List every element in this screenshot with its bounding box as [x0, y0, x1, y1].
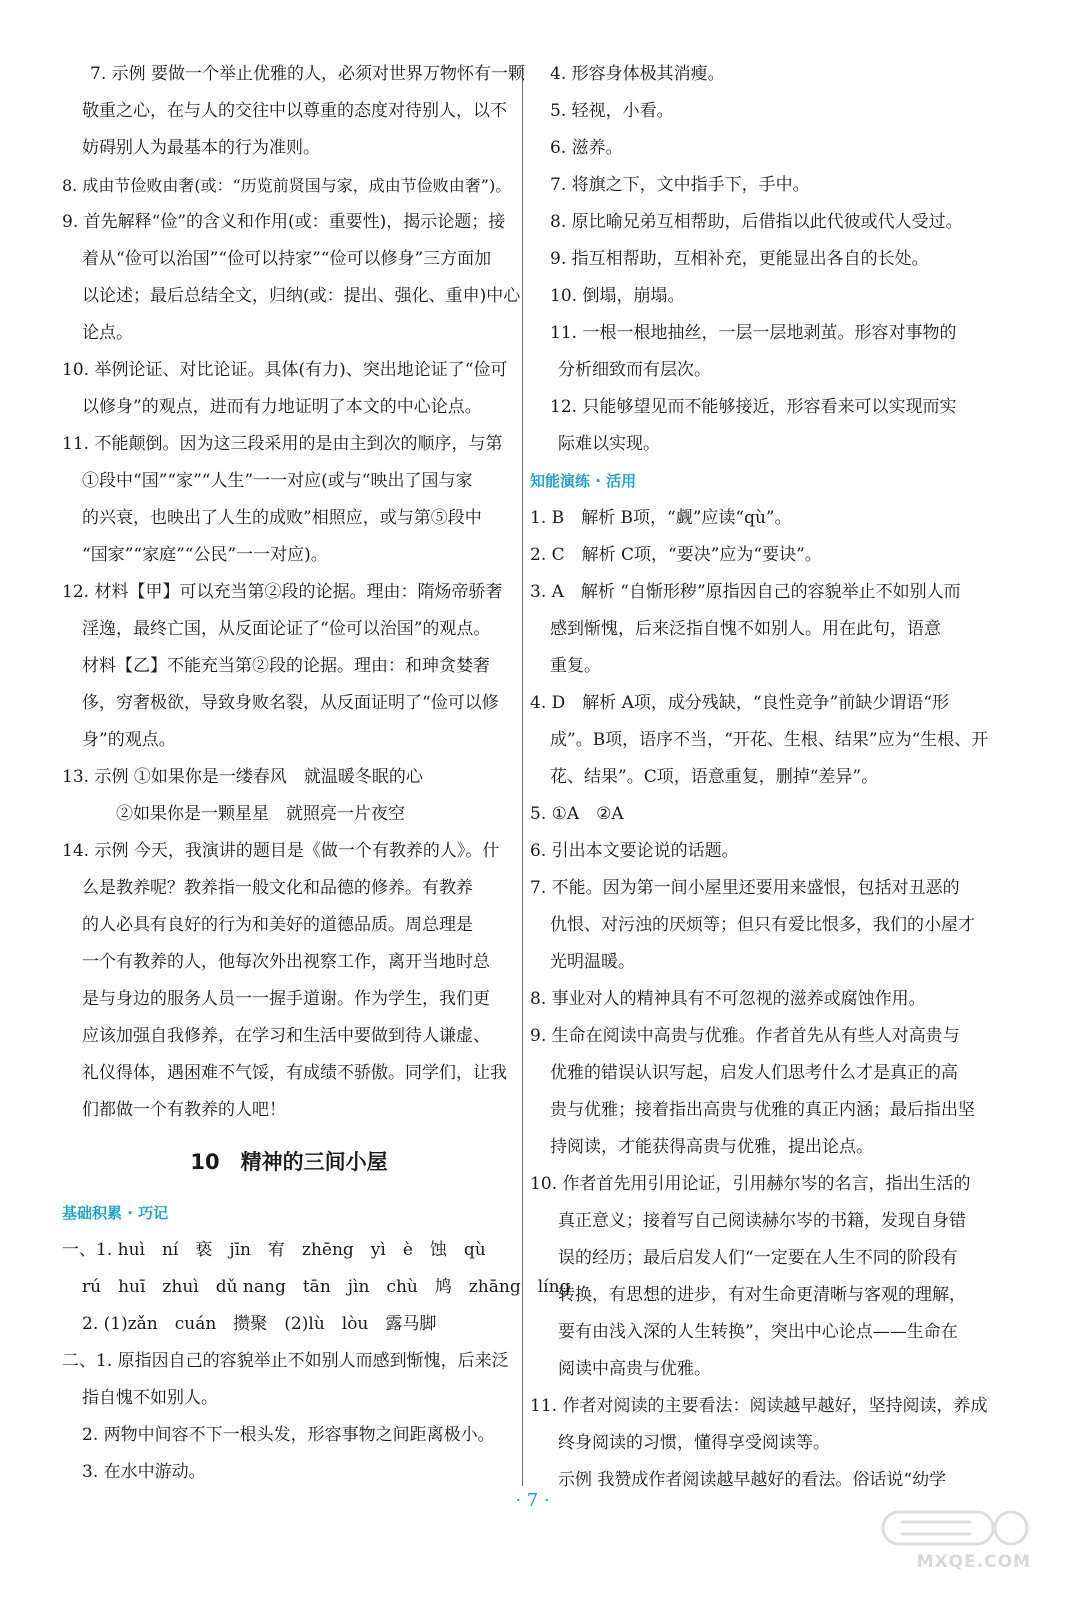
section-heading-basic: 基础积累 · 巧记 — [62, 1204, 169, 1222]
answer-line: 一个有教养的人，他每次外出视察工作，离开当地时总 — [82, 952, 490, 972]
answer-line: 花、结果”。C项，语意重复，删掉“差异”。 — [550, 767, 879, 787]
answer-line: 优雅的错误认识写起，启发人们思考什么才是真正的高 — [550, 1063, 958, 1083]
answer-line: 光明温暖。 — [550, 952, 635, 972]
answer-line: 转换，有思想的进步，有对生命更清晰与客观的理解， — [558, 1285, 966, 1305]
answer-line: 身”的观点。 — [82, 730, 176, 750]
answer-line: 妨碍别人为最基本的行为准则。 — [82, 138, 320, 158]
answer-line: 终身阅读的习惯，懂得享受阅读等。 — [558, 1433, 830, 1453]
answer-line: ①段中“国”“家”“人生”一一对应(或与“映出了国与家 — [82, 471, 473, 491]
answer-line: 7. 不能。因为第一间小屋里还要用来盛恨，包括对丑恶的 — [530, 878, 960, 898]
definition-line: 7. 将旗之下，文中指手下，手中。 — [550, 175, 810, 195]
answer-line: 14. 示例 今天，我演讲的题目是《做一个有教养的人》。什 — [62, 841, 500, 861]
answer-line: 阅读中高贵与优雅。 — [558, 1359, 711, 1379]
answer-line: 1. B 解析 B项，“觑”应读“qù”。 — [530, 508, 792, 528]
answer-line: 误的经历；最后启发人们“一定要在人生不同的阶段有 — [558, 1248, 958, 1268]
definition-line: 9. 指互相帮助，互相补充，更能显出各自的长处。 — [550, 249, 929, 269]
answer-line: 淫逸，最终亡国，从反面论证了“俭可以治国”的观点。 — [82, 619, 491, 639]
watermark — [881, 1508, 1031, 1588]
definition-line: 10. 倒塌，崩塌。 — [550, 286, 685, 306]
page-number: · 7 · — [515, 1490, 550, 1511]
pinyin-line: 2. (1)zǎn cuán 攒聚 (2)lù lòu 露马脚 — [82, 1314, 437, 1334]
answer-line: 要有由浅入深的人生转换”，突出中心论点——生命在 — [558, 1322, 958, 1342]
definition-line: 分析细致而有层次。 — [558, 360, 711, 380]
watermark-text: MXQE.COM — [916, 1552, 1031, 1572]
answer-line: 6. 引出本文要论说的话题。 — [530, 841, 739, 861]
definition-line: 际难以实现。 — [558, 434, 660, 454]
definition-line: 4. 形容身体极其消瘦。 — [550, 64, 725, 84]
answer-line: 么是教养呢？教养指一般文化和品德的修养。有教养 — [82, 878, 473, 898]
answer-line: 真正意义；接着写自己阅读赫尔岑的书籍，发现自身错 — [558, 1211, 966, 1231]
answer-line: 以论述；最后总结全文，归纳(或：提出、强化、重申)中心 — [82, 286, 521, 306]
answer-line: 重复。 — [550, 656, 601, 676]
answer-line: 以修身”的观点，进而有力地证明了本文的中心论点。 — [82, 397, 482, 417]
answer-line: 材料【乙】不能充当第②段的论据。理由：和珅贪婪奢 — [82, 656, 490, 676]
answer-line: 的兴衰，也映出了人生的成败”相照应，或与第⑤段中 — [82, 508, 482, 528]
answer-line: 是与身边的服务人员一一握手道谢。作为学生，我们更 — [82, 989, 490, 1009]
answer-line: 礼仪得体，遇困难不气馁，有成绩不骄傲。同学们，让我 — [82, 1063, 507, 1083]
answer-line: 3. A 解析 “自惭形秽”原指因自己的容貌举止不如别人而 — [530, 582, 961, 602]
answer-line: 8. 成由节俭败由奢(或：“历览前贤国与家，成由节俭败由奢”)。 — [62, 176, 512, 195]
answer-line: 9. 生命在阅读中高贵与优雅。作者首先从有些人对高贵与 — [530, 1026, 960, 1046]
answer-line: 应该加强自我修养，在学习和生活中要做到待人谦虚、 — [82, 1026, 490, 1046]
answer-line: ②如果你是一颗星星 就照亮一片夜空 — [116, 804, 405, 824]
watermark-logo-icon — [881, 1508, 1031, 1548]
answer-line: 仇恨、对污浊的厌烦等；但只有爱比恨多，我们的小屋才 — [550, 915, 975, 935]
definition-line: 12. 只能够望见而不能够接近，形容看来可以实现而实 — [550, 397, 957, 417]
answer-line: 2. C 解析 C项，“要决”应为“要诀”。 — [530, 545, 822, 565]
answer-line: 示例 我赞成作者阅读越早越好的看法。俗话说“幼学 — [558, 1470, 947, 1490]
right-column — [530, 56, 989, 1499]
definition-line: 指自愧不如别人。 — [82, 1388, 218, 1408]
answer-line: 7. 示例 要做一个举止优雅的人，必须对世界万物怀有一颗 — [90, 64, 526, 84]
answer-line: 13. 示例 ①如果你是一缕春风 就温暖冬眠的心 — [62, 767, 423, 787]
answer-line: 11. 作者对阅读的主要看法：阅读越早越好，坚持阅读，养成 — [530, 1396, 988, 1416]
answer-line: 10. 作者首先用引用论证，引用赫尔岑的名言，指出生活的 — [530, 1174, 971, 1194]
definition-line: 6. 滋养。 — [550, 138, 623, 158]
pinyin-line: rú huī zhuì dǔ nang tān jìn chù 鸠 zhāng líng — [82, 1277, 571, 1297]
answer-line: 贵与优雅；接着指出高贵与优雅的真正内涵；最后指出坚 — [550, 1100, 975, 1120]
answer-line: 论点。 — [82, 323, 133, 343]
answer-line: 12. 材料【甲】可以充当第②段的论据。理由：隋炀帝骄奢 — [62, 582, 503, 602]
section-heading-apply: 知能演练 · 活用 — [530, 472, 637, 490]
pinyin-line: 一、1. huì ní 亵 jīn 宥 zhēng yì è 蚀 qù — [62, 1240, 486, 1260]
definition-line: 3. 在水中游动。 — [82, 1462, 206, 1482]
definition-line: 二、1. 原指因自己的容貌举止不如别人而感到惭愧，后来泛 — [62, 1351, 509, 1371]
answer-line: 敬重之心，在与人的交往中以尊重的态度对待别人，以不 — [82, 101, 507, 121]
answer-line: “国家”“家庭”“公民”一一对应)。 — [82, 545, 328, 565]
chapter-title: 10 精神的三间小屋 — [190, 1150, 388, 1174]
definition-line: 11. 一根一根地抽丝，一层一层地剥茧。形容对事物的 — [550, 323, 957, 343]
answer-line: 着从“俭可以治国”“俭可以持家”“俭可以修身”三方面加 — [82, 249, 492, 269]
answer-line: 4. D 解析 A项，成分残缺，“良性竞争”前缺少谓语“形 — [530, 693, 950, 713]
answer-line: 的人必具有良好的行为和美好的道德品质。周总理是 — [82, 915, 473, 935]
answer-line: 侈，穷奢极欲，导致身败名裂，从反面证明了“俭可以修 — [82, 693, 499, 713]
answer-line: 们都做一个有教养的人吧！ — [82, 1100, 286, 1120]
answer-line: 感到惭愧，后来泛指自愧不如别人。用在此句，语意 — [550, 619, 941, 639]
left-column — [62, 56, 571, 1491]
answer-line: 成”。B项，语序不当，“开花、生根、结果”应为“生根、开 — [550, 730, 989, 750]
definition-line: 8. 原比喻兄弟互相帮助，后借指以此代彼或代人受过。 — [550, 212, 963, 232]
answer-line: 持阅读，才能获得高贵与优雅，提出论点。 — [550, 1137, 873, 1157]
definition-line: 5. 轻视，小看。 — [550, 101, 674, 121]
answer-line: 10. 举例论证、对比论证。具体(有力)、突出地论证了“俭可 — [62, 360, 508, 380]
answer-line: 9. 首先解释“俭”的含义和作用(或：重要性)，揭示论题；接 — [62, 212, 506, 232]
answer-line: 11. 不能颠倒。因为这三段采用的是由主到次的顺序，与第 — [62, 434, 503, 454]
answer-line: 5. ①A ②A — [530, 804, 624, 824]
answer-line: 8. 事业对人的精神具有不可忽视的滋养或腐蚀作用。 — [530, 989, 926, 1009]
definition-line: 2. 两物中间容不下一根头发，形容事物之间距离极小。 — [82, 1425, 495, 1445]
